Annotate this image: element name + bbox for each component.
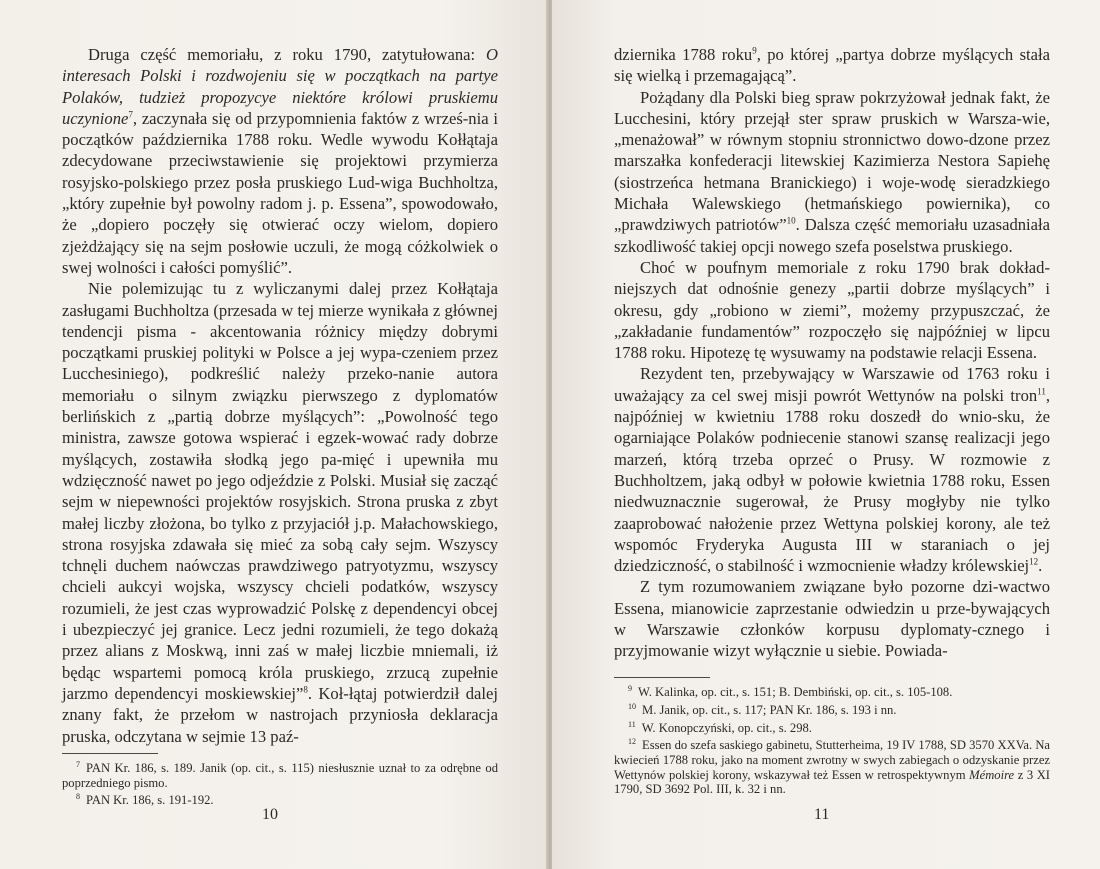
footnote-ref: 12	[1029, 556, 1039, 567]
right-page	[552, 0, 1100, 869]
footnote	[62, 790, 498, 808]
footnote-text: PAN Kr. 186, s. 191-192.	[86, 793, 214, 808]
paragraph-text: , najpóźniej w kwietniu 1788 roku doszedł do wnio-sku, że ogarniające Polaków podniecenie stanowi szansę realizacji jego marzeń, którą trzeba oprzeć o Prusy. W rozmowie z Buchholtzem, jaką odbył w połowie kwietnia 1788 roku, Essen niedwuznacznie sugerował, że Prusy mogłyby nie tylko zaaprobować nałożenie przez Wettyna polskiej korony, ale też wspomóc Fryderyka Augusta III w staraniach o jej dziedziczność, o stabilność i wzmocnienie władzy królewskiej	[614, 385, 1050, 576]
paragraph-text: . Dalsza część memoriału uzasadniała szkodliwość takiej opcji nowego szefa poselstwa pruskiego.	[614, 215, 1050, 256]
left-footnotes	[62, 745, 498, 808]
footnote-ref: 10	[786, 215, 796, 226]
footnote-number: 8	[76, 792, 80, 802]
right-body-text	[614, 44, 1050, 662]
footnote	[614, 735, 1050, 797]
paragraph	[614, 363, 1050, 576]
footnote-text: W. Kalinka, op. cit., s. 151; B. Dembiński, op. cit., s. 105-108.	[638, 685, 953, 700]
footnote-ref: 11	[1037, 386, 1046, 397]
paragraph	[614, 576, 1050, 661]
left-page	[0, 0, 548, 869]
footnote-ref: 8	[303, 684, 308, 695]
paragraph-text: Pożądany dla Polski bieg spraw pokrzyżował jednak fakt, że Lucchesini, który przejął ster spraw pruskich w Warsza-wie, „menażował” w równym stopniu stronnictwo dowo-dzone przez marszałka konfederacji litewskiej Kazimierza Nestora Sapiehę (siostrzeńca hetmana Branickiego) i woje-wodę sieradzkiego Michała Walewskiego (hetmańskiego powiernika), co „prawdziwych patriotów”	[614, 87, 1050, 235]
footnote-text: z 3 XI 1790, SD 3692 Pol. III, k. 32 i nn.	[614, 767, 1050, 797]
footnote-number: 7	[76, 760, 80, 769]
paragraph	[62, 44, 498, 278]
footnote-number: 11	[628, 719, 636, 729]
footnote-ref: 9	[752, 45, 757, 56]
page-number: 10	[262, 806, 278, 823]
paragraph-text: Z tym rozumowaniem związane było pozorne dzi-wactwo Essena, mianowicie zaprzestanie odwiedzin u prze-bywających w Warszawie członków korpusu dyplomaty-cznego i przyjmowanie wizyt wyłącznie u siebie. Powiada-	[614, 577, 1050, 661]
paragraph-text: Druga część memoriału, z roku 1790, zatytułowana:	[88, 45, 487, 64]
italic-title: Mémoire	[969, 767, 1015, 782]
footnote	[614, 718, 1050, 736]
paragraph-text: Nie polemizując tu z wyliczanymi dalej przez Kołłątaja zasługami Buchholtza (przesada w tej mierze wynikała z głównej tendencji pisma - akcentowania różnicy między dobrymi początkami pruskiej polityki w Polsce a jej wypa-czeniem przez Lucchesiniego), podkreślić należy przeko-nanie autora memoriału o silnym związku pierwszego z dyplomatów berlińskich z „partią dobrze myślących”: „Powolność tego ministra, zawsze gotowa wspierać i egzek-wować rady dobrze myślących, zostawiła słodką jego pa-mięć i upewniła mu wdzięczność nawet po jego odjeździe z Polski. Musiał się zacząć sejm w niepewności projektów rosyjskich. Strona pruska z zbyt małej liczby złożona, bo tylko z przyjaciół j.p. Małachowskiego, strona rosyjska zdawała się mieć za sobą cały sejm. Wszyscy tchnęli duchem naówczas prawdziwego patryotyzmu, wszyscy chcieli aukcyi wojska, wszyscy chcieli podatków, wszyscy rozumieli, że jest czas wyprowadzić Polskę z dependencyi obcej i ubezpieczyć jej granice. Lecz jedni rozumieli, że tego dokażą przez alians z Moskwą, inni zaś w małej liczbie mniemali, iż będąc wspartemi pomocą króla pruskiego, zrzucą zupełnie jarzmo dependencyi moskiewskiej”	[62, 279, 498, 703]
paragraph	[614, 257, 1050, 363]
footnote-number: 12	[628, 737, 636, 747]
paragraph-text: Rezydent ten, przebywający w Warszawie od 1763 roku i uważający za cel swej misji powrót Wettynów na polski tron	[614, 364, 1050, 405]
footnote-text: M. Janik, op. cit., s. 117; PAN Kr. 186, s. 193 i nn.	[642, 702, 897, 717]
paragraph-text: dziernika 1788 roku	[614, 45, 753, 64]
footnote-text: PAN Kr. 186, s. 189. Janik (op. cit., s. 115) niesłusznie uznał to za odrębne od poprzedniego pismo.	[62, 761, 498, 790]
italic-title: O interesach Polski i rozdwojeniu się w początkach na partye Polaków, tudzież propozycye niektóre królowi pruskiemu uczynione	[62, 45, 498, 128]
footnote	[614, 700, 1050, 718]
right-footnotes	[614, 669, 1050, 797]
paragraph-text: , po której „partya dobrze myślących stała się wielką i przemagającą”.	[614, 45, 1050, 86]
paragraph-text: . Koł-łątaj potwierdził dalej znany fakt, że przełom w nastrojach przyniosła deklaracja pruska, odczytana w sejmie 13 paź-	[62, 683, 499, 746]
footnote-divider	[614, 677, 710, 678]
paragraph-text: Choć w poufnym memoriale z roku 1790 brak dokład-niejszych dat odnośnie genezy „partii dobrze myślących” i okresu, gdy „robiono w ziemi”, możemy przypuszczać, że „zakładanie fundamentów” rozpoczęło się najpóźniej w lipcu 1788 roku. Hipotezę tę wysuwamy na podstawie relacji Essena.	[614, 257, 1050, 363]
footnote	[614, 682, 1050, 700]
paragraph	[62, 278, 498, 747]
paragraph	[614, 44, 1050, 87]
paragraph-text: .	[1038, 556, 1043, 576]
footnote-text: W. Konopczyński, op. cit., s. 298.	[641, 720, 812, 735]
left-body-text	[62, 44, 498, 747]
paragraph-text: , zaczynała się od przypomnienia faktów z wrześ-nia i początków października 1788 roku. Wedle wywodu Kołłątaja zdecydowane przeciwstawienie się projektowi przymierza rosyjsko-polskiego przez posła pruskiego Lud-wiga Buchholtza, „który zupełnie był powolny radom j. p. Essena”, spowodowało, że „dopiero poczęły się otwierać oczy wielom, dopiero zjeżdżający się na sejm posłowie uczuli, że mogą cóżkolwiek o swej wolności i całości pomyślić”.	[62, 108, 498, 277]
footnote	[62, 758, 498, 790]
footnote-number: 9	[628, 684, 632, 693]
footnote-ref: 7	[128, 109, 133, 120]
footnote-number: 10	[628, 701, 636, 711]
paragraph	[614, 87, 1050, 257]
page-number: 11	[814, 806, 830, 823]
footnote-divider	[62, 753, 158, 754]
footnote-text: Essen do szefa saskiego gabinetu, Stutterheima, 19 IV 1788, SD 3570 XXVa. Na kwiecień 1788 roku, jako na moment zwrotny w swych zabiegach o odzyskanie przez Wettynów polskiej korony, wskazywał też Essen w retrospektywnym	[614, 738, 1050, 782]
